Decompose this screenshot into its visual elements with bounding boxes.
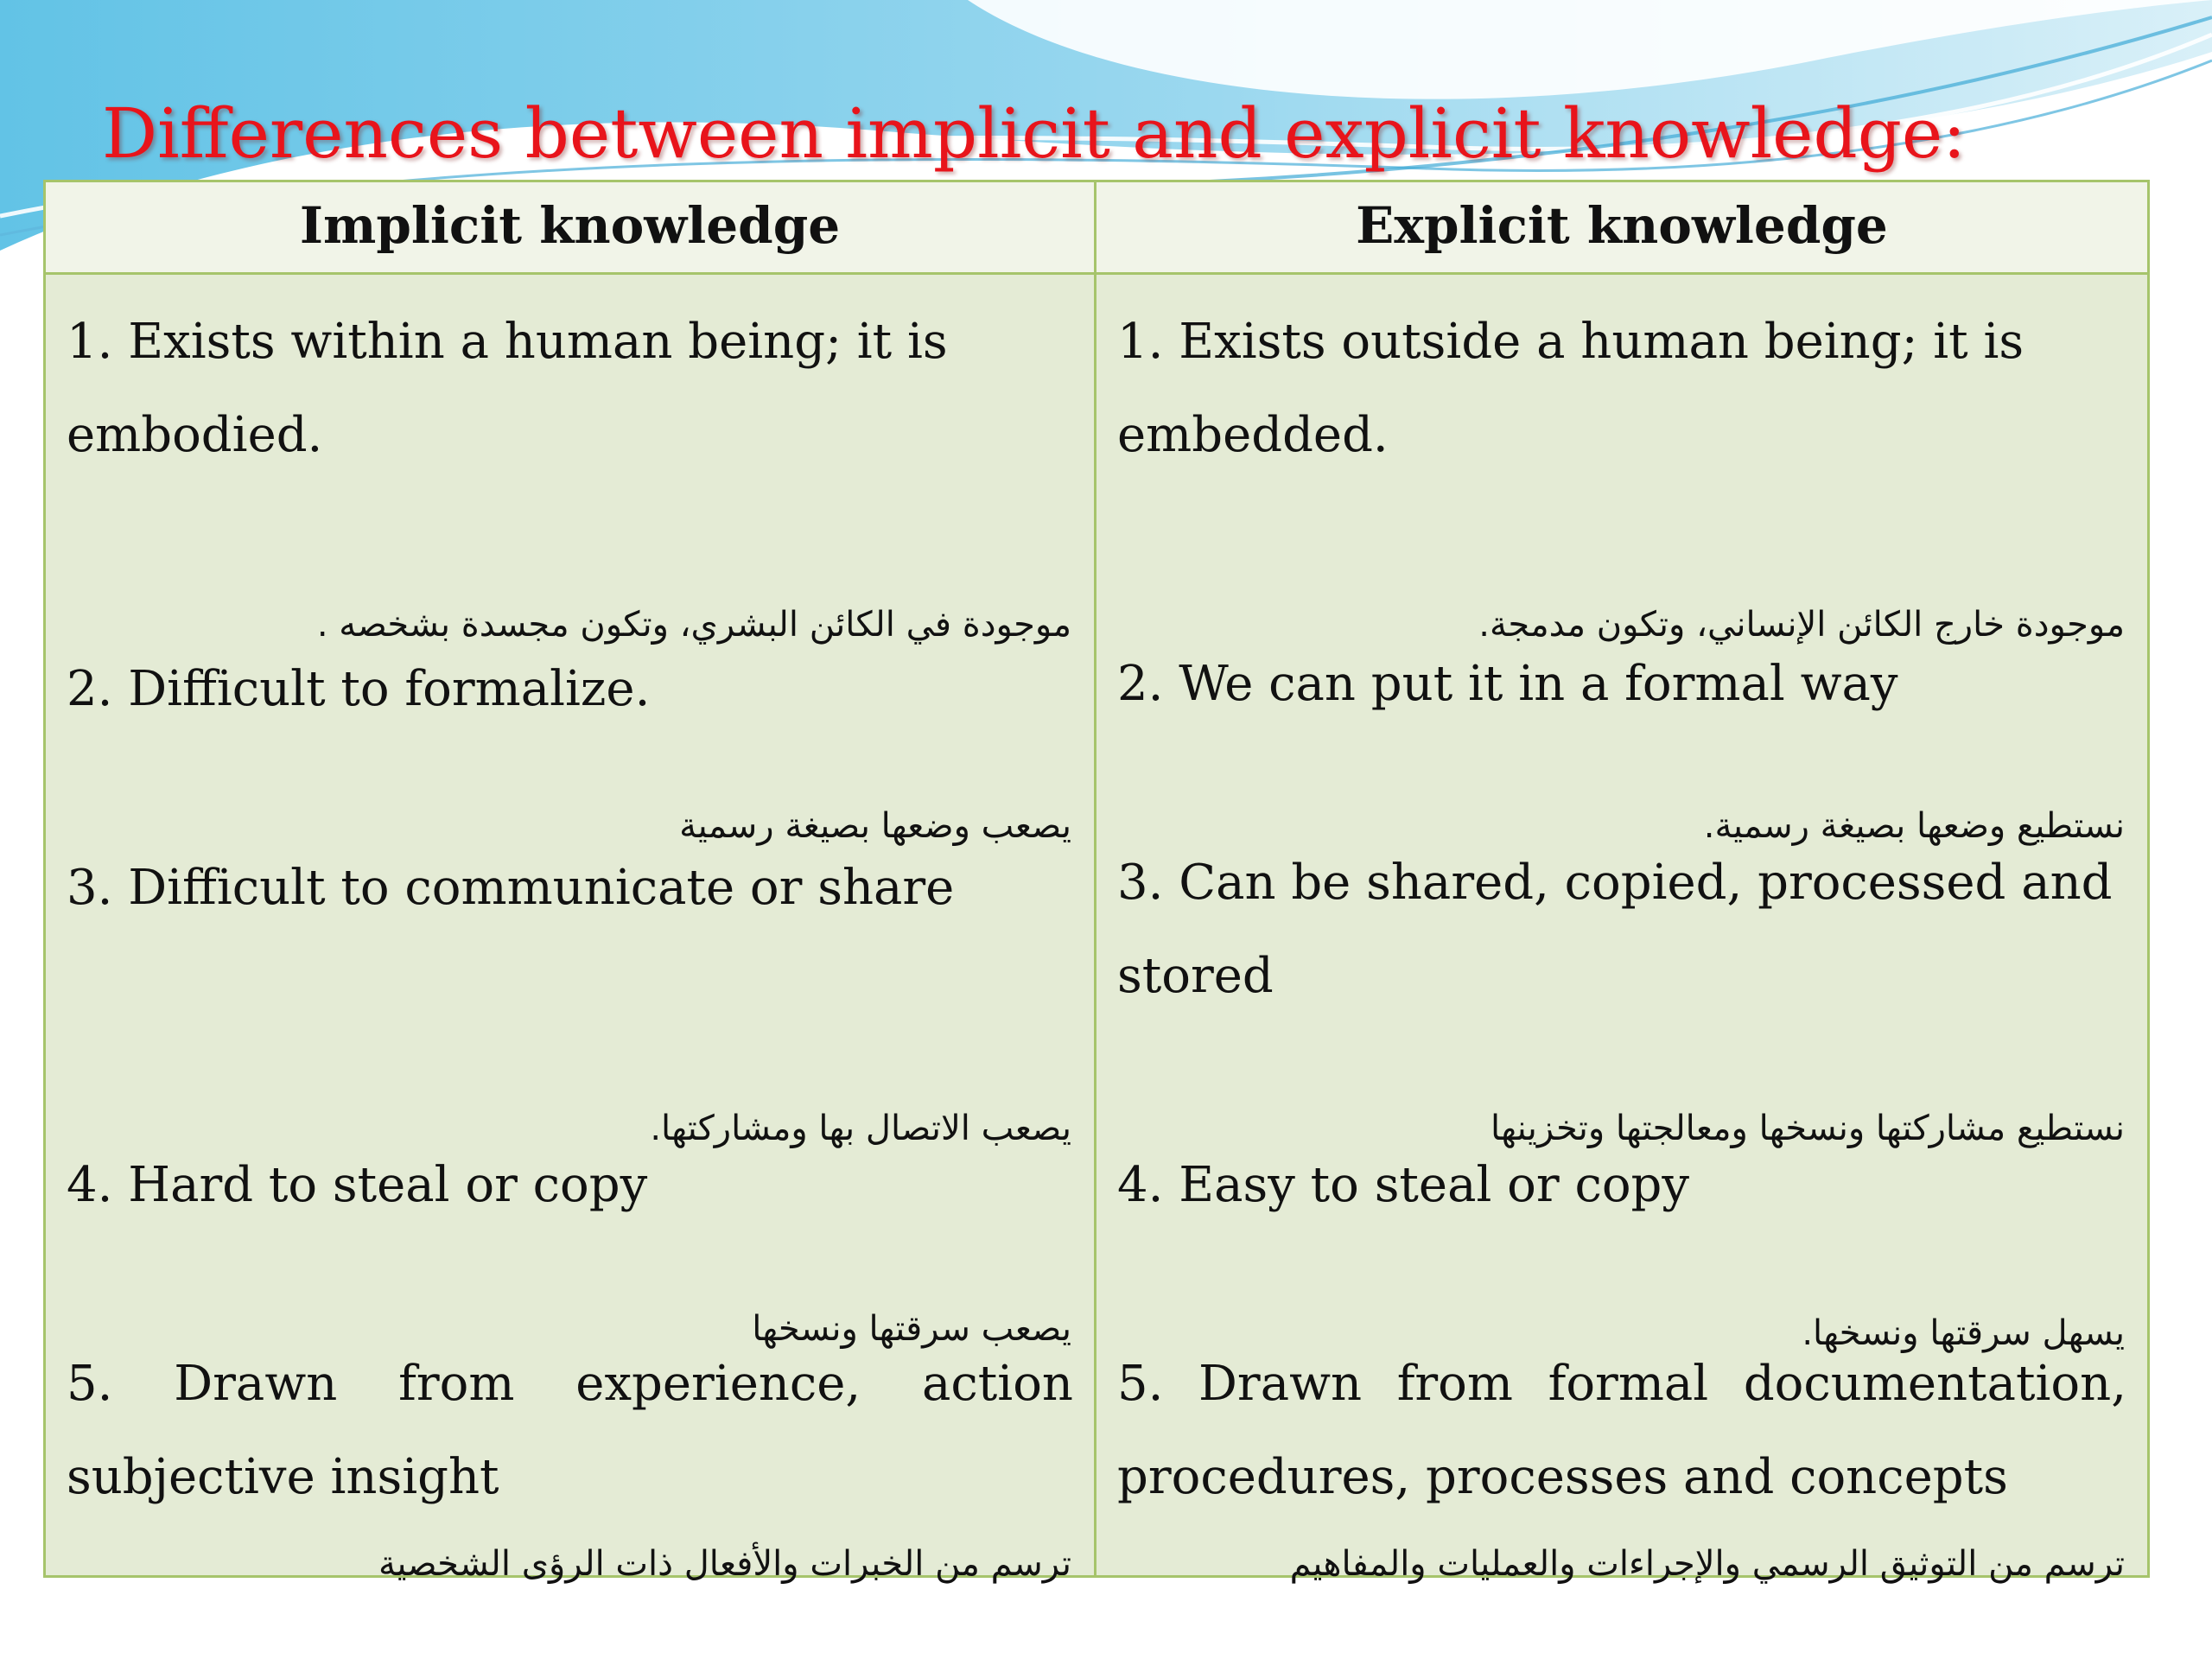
implicit-point-5-arabic: ترسم من الخبرات والأفعال ذات الرؤى الشخصية <box>378 1544 1071 1584</box>
header-explicit-knowledge: Explicit knowledge <box>1356 196 1888 255</box>
implicit-point-4: 4. Hard to steal or copy <box>67 1157 648 1213</box>
implicit-point-4-arabic: يصعب سرقتها ونسخها <box>752 1309 1071 1349</box>
explicit-point-2-arabic: نستطيع وضعها بصيغة رسمية. <box>1703 806 2125 846</box>
implicit-point-3-arabic: يصعب الاتصال بها ومشاركتها. <box>650 1109 1071 1148</box>
implicit-column <box>46 275 1096 1584</box>
explicit-column <box>1096 275 2147 1584</box>
explicit-point-3-arabic: نستطيع مشاركتها ونسخها ومعالجتها وتخزينها <box>1491 1109 2125 1148</box>
implicit-point-1: 1. Exists within a human being; it is embodied. <box>67 314 948 463</box>
explicit-point-1: 1. Exists outside a human being; it is embedded. <box>1117 314 2024 463</box>
table-header-row <box>46 182 2147 275</box>
table-body-row <box>46 275 2147 1584</box>
implicit-point-5: 5. Drawn from experience, action subjective insight <box>67 1356 1073 1505</box>
implicit-point-2-arabic: يصعب وضعها بصيغة رسمية <box>679 806 1071 846</box>
comparison-table <box>43 180 2150 1584</box>
implicit-point-3: 3. Difficult to communicate or share <box>67 860 955 916</box>
explicit-point-4-arabic: يسهل سرقتها ونسخها. <box>1802 1313 2125 1353</box>
explicit-point-5: 5. Drawn from formal documentation, procedures, processes and concepts <box>1117 1356 2126 1505</box>
explicit-point-2: 2. We can put it in a formal way <box>1117 656 1898 712</box>
page-title: Differences between implicit and explicit knowledge: <box>102 93 1967 174</box>
implicit-point-1-arabic: موجودة في الكائن البشري، وتكون مجسدة بشخصه . <box>316 605 1071 645</box>
explicit-point-5-arabic: ترسم من التوثيق الرسمي والإجراءات والعمليات والمفاهيم <box>1289 1544 2125 1584</box>
header-implicit-knowledge: Implicit knowledge <box>46 182 1096 272</box>
implicit-point-2: 2. Difficult to formalize. <box>67 661 651 717</box>
explicit-point-4: 4. Easy to steal or copy <box>1117 1157 1690 1213</box>
explicit-point-1-arabic: موجودة خارج الكائن الإنساني، وتكون مدمجة. <box>1478 605 2125 645</box>
explicit-point-3: 3. Can be shared, copied, processed and stored <box>1117 855 2113 1004</box>
